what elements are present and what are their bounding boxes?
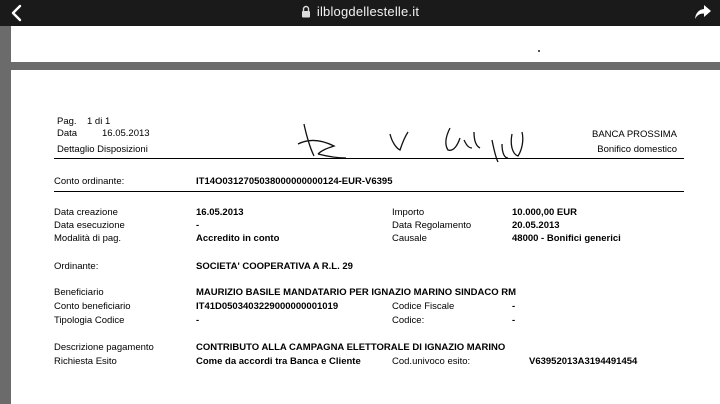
- importo-label: Importo: [392, 207, 425, 218]
- descrizione-label: Descrizione pagamento: [54, 342, 154, 353]
- pag-value: 1 di 1: [87, 116, 111, 127]
- regolamento-label: Data Regolamento: [392, 220, 472, 231]
- esito-value: Come da accordi tra Banca e Cliente: [196, 356, 361, 367]
- dettaglio-label: Dettaglio Disposizioni: [57, 144, 148, 155]
- causale-label: Causale: [392, 233, 427, 244]
- importo-value: 10.000,00 EUR: [512, 207, 577, 218]
- conto-ordinante-label: Conto ordinante:: [54, 176, 125, 187]
- beneficiario-label: Beneficiario: [54, 287, 104, 298]
- data-label: Data: [57, 128, 78, 139]
- conto-beneficiario-value: IT41D0503403229000000001019: [196, 301, 339, 312]
- header-divider: [54, 158, 684, 159]
- tipologia-value: -: [196, 315, 200, 326]
- creazione-label: Data creazione: [54, 207, 118, 218]
- bank-name: BANCA PROSSIMA: [592, 129, 677, 140]
- share-icon[interactable]: [694, 3, 712, 22]
- lock-icon: [301, 5, 311, 18]
- conto-beneficiario-label: Conto beneficiario: [54, 301, 131, 312]
- conto-ordinante-value: IT14O0312705038000000000124-EUR-V6395: [196, 176, 393, 187]
- ordinante-value: SOCIETA' COOPERATIVA A R.L. 29: [196, 261, 353, 272]
- codice-fiscale-label: Codice Fiscale: [392, 301, 455, 312]
- modalita-label: Modalità di pag.: [54, 233, 122, 244]
- address-bar[interactable]: [0, 4, 720, 19]
- bank-transfer-document: [11, 70, 720, 404]
- handwritten-signature: [296, 114, 536, 164]
- causale-value: 48000 - Bonifici generici: [512, 233, 621, 244]
- esecuzione-label: Data esecuzione: [54, 220, 125, 231]
- ordinante-label: Ordinante:: [54, 261, 99, 272]
- esecuzione-value: -: [196, 220, 200, 231]
- conto-divider: [54, 191, 684, 192]
- regolamento-value: 20.05.2013: [512, 220, 560, 231]
- previous-page-strip: [11, 26, 720, 62]
- cod-univoco-label: Cod.univoco esito:: [392, 356, 471, 367]
- descrizione-value: CONTRIBUTO ALLA CAMPAGNA ELETTORALE DI IGNAZIO MARINO: [196, 342, 506, 353]
- browser-top-bar: [0, 0, 720, 26]
- cod-univoco-value: V63952013A3194491454: [529, 356, 638, 367]
- tipologia-label: Tipologia Codice: [54, 315, 125, 326]
- codice-label: Codice:: [392, 315, 425, 326]
- esito-label: Richiesta Esito: [54, 356, 117, 367]
- creazione-value: 16.05.2013: [196, 207, 244, 218]
- url-text: ilblogdellestelle.it: [316, 4, 420, 19]
- beneficiario-value: MAURIZIO BASILE MANDATARIO PER IGNAZIO MARINO SINDACO RM: [196, 287, 516, 298]
- speck: [538, 50, 540, 52]
- codice-fiscale-value: -: [512, 301, 516, 312]
- bonifico-type: Bonifico domestico: [597, 144, 677, 155]
- modalita-value: Accredito in conto: [196, 233, 280, 244]
- pag-label: Pag.: [57, 116, 77, 127]
- data-value: 16.05.2013: [102, 128, 150, 139]
- codice-value: -: [512, 315, 516, 326]
